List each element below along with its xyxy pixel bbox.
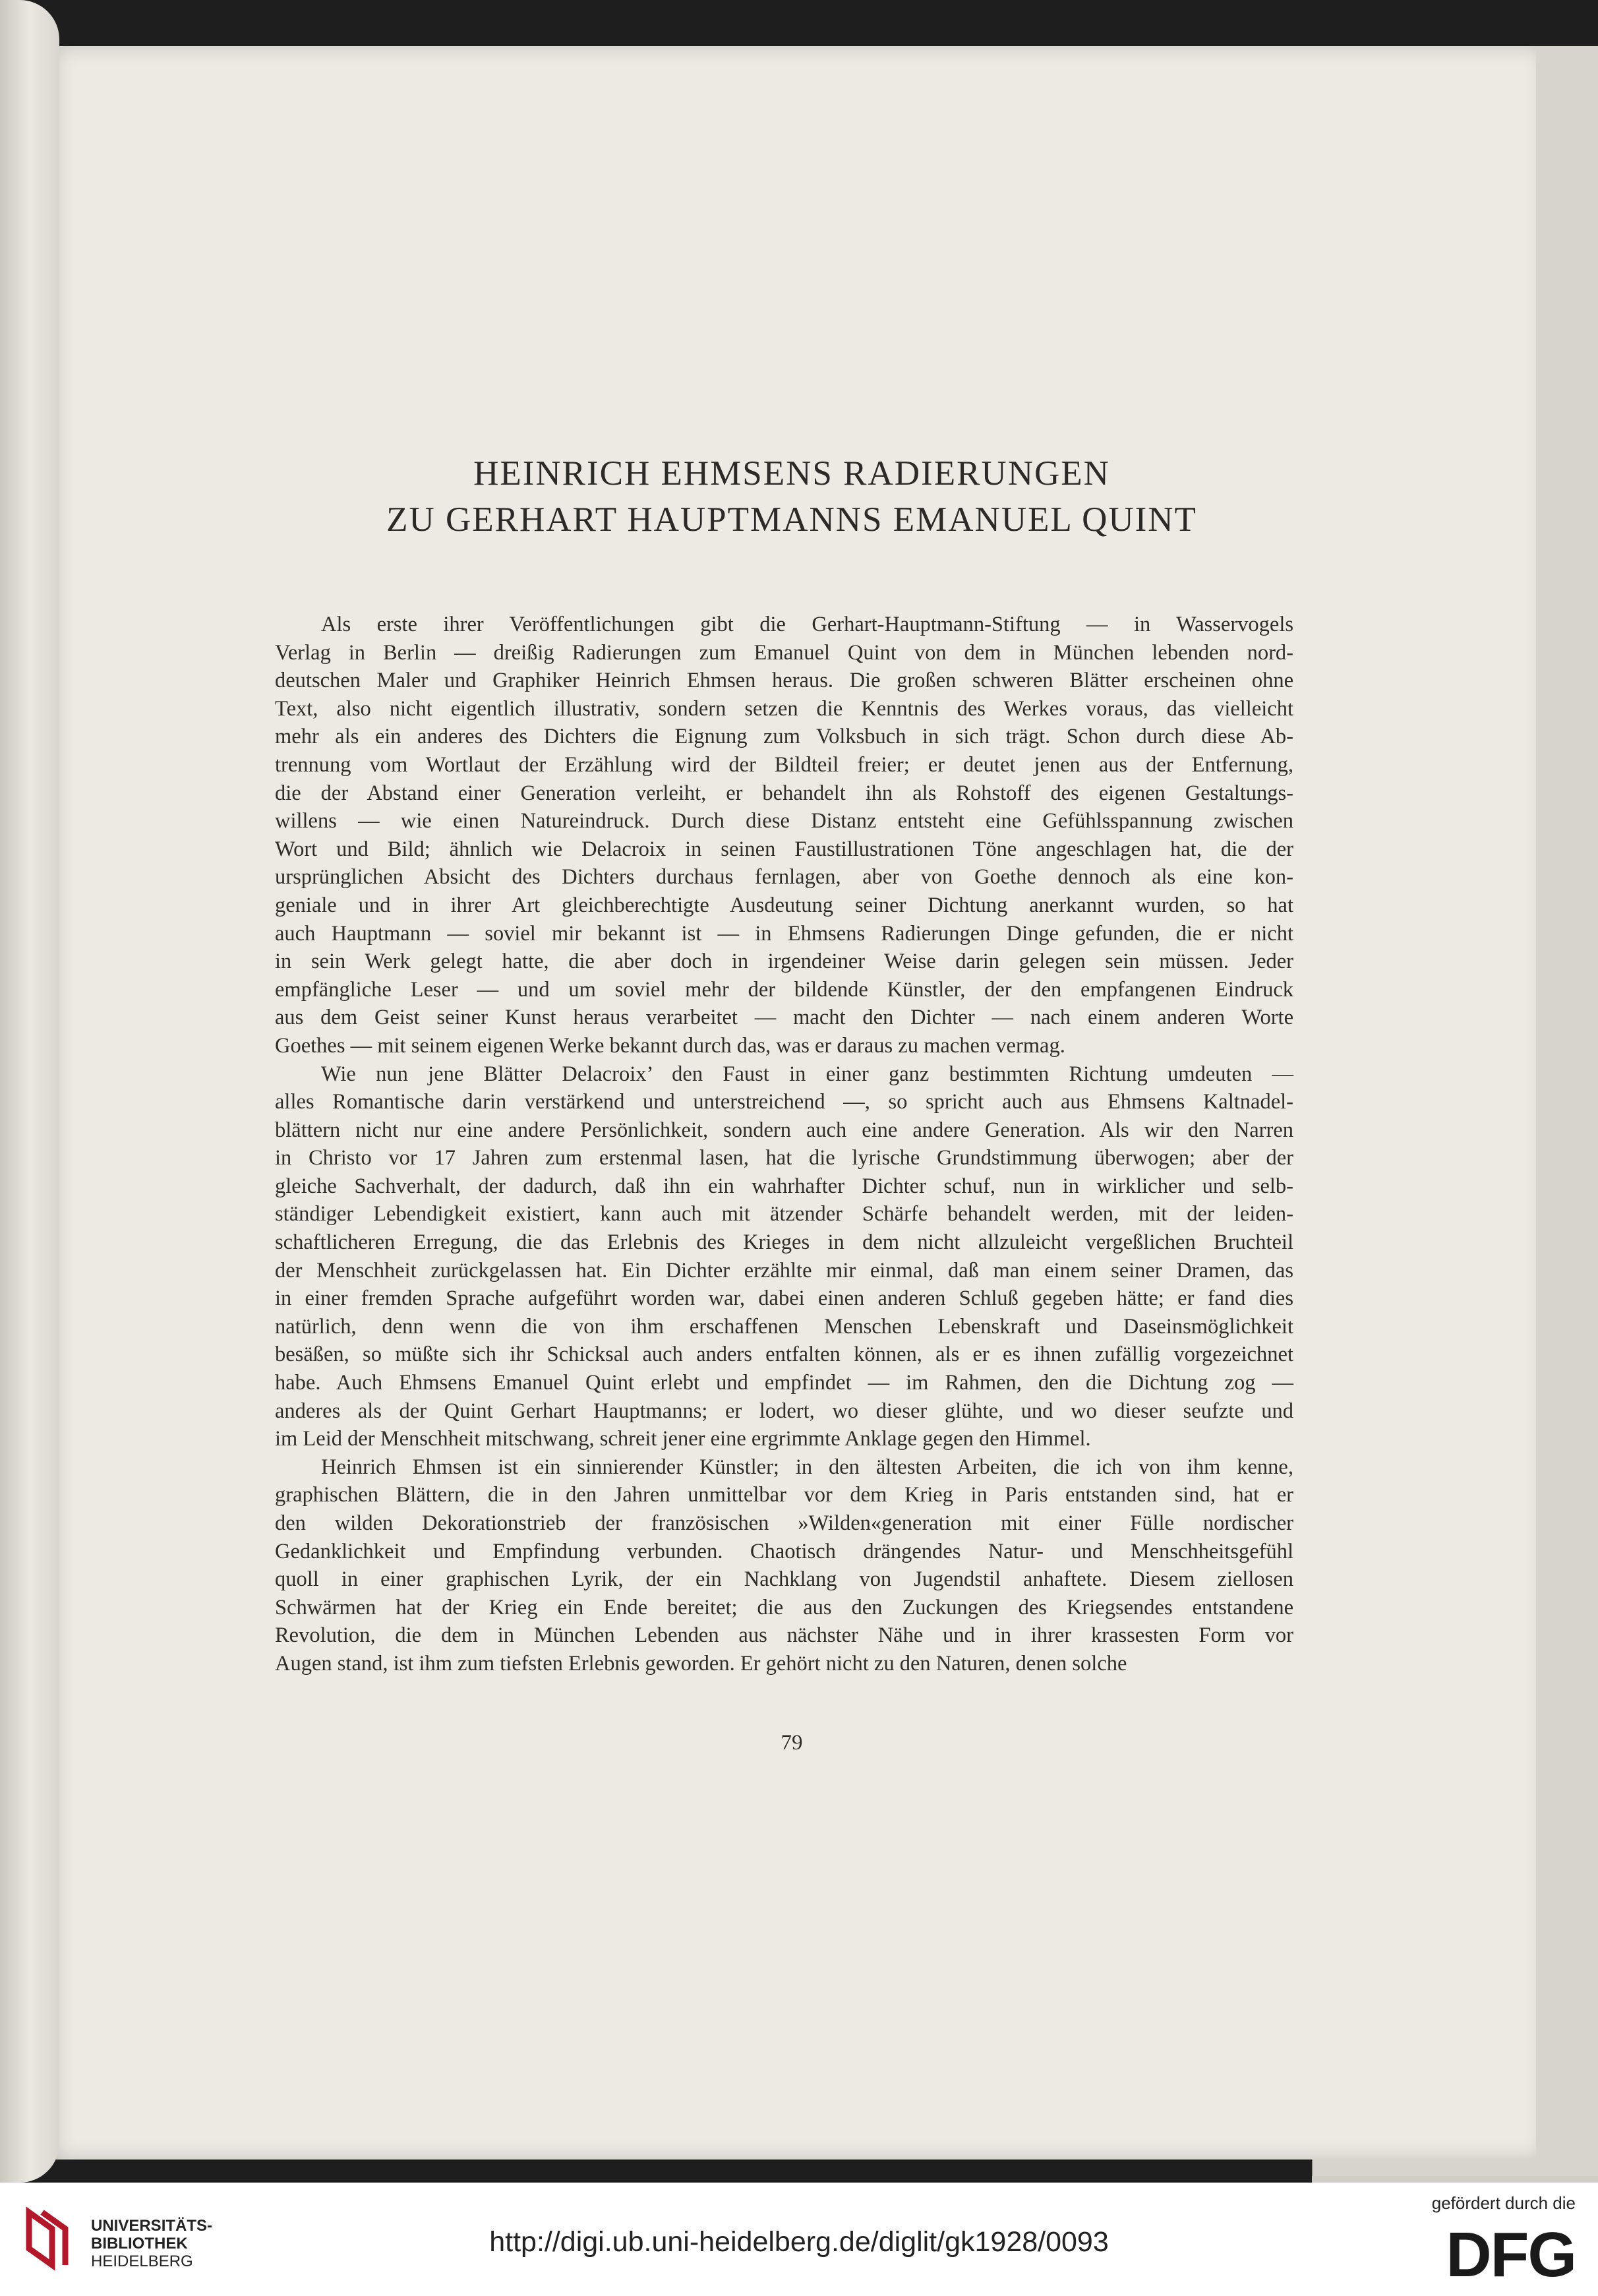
text-line: im Leid der Menschheit mitschwang, schreit jener eine ergrimmte Anklage gegen den Himmel. (275, 1427, 1091, 1451)
book-binding-edge (0, 0, 59, 2183)
page-number: 79 (781, 1731, 803, 1755)
text-line: Als erste ihrer Veröffentlichungen gibt die Gerhart-Hauptmann-Stiftung — in Wasservogels (321, 613, 1293, 636)
article-title-line-2: ZU GERHART HAUPTMANNS EMANUEL QUINT (386, 500, 1197, 539)
text-line: anderes als der Quint Gerhart Hauptmanns; er lodert, wo dieser glühte, und wo dieser seufzte und (275, 1399, 1293, 1423)
text-line: graphischen Blättern, die in den Jahren unmittelbar vor dem Krieg in Paris entstanden sind, hat er (275, 1483, 1293, 1507)
text-line: die der Abstand einer Generation verleiht, er behandelt ihn als Rohstoff des eigenen Gestaltungs- (275, 781, 1293, 805)
paragraph (275, 1453, 1293, 1678)
text-line: Augen stand, ist ihm zum tiefsten Erlebnis geworden. Er gehört nicht zu den Naturen, denen solche (275, 1651, 1127, 1676)
text-line: empfängliche Leser — und um soviel mehr der bildende Künstler, der den empfangenen Eindruck (275, 977, 1293, 1002)
text-line: natürlich, denn wenn die von ihm erschaffenen Menschen Lebenskraft und Daseinsmöglichkeit (275, 1314, 1293, 1339)
library-name-line-3: HEIDELBERG (91, 2252, 193, 2270)
text-line: in einer fremden Sprache aufgeführt worden war, dabei einen anderen Schluß gegeben hätte; er fand dies (275, 1286, 1293, 1311)
text-line: ständiger Lebendigkeit existiert, kann auch mit ätzender Schärfe behandelt werden, mit der leiden- (275, 1202, 1293, 1226)
text-line: deutschen Maler und Graphiker Heinrich Ehmsen heraus. Die großen schweren Blätter erscheinen ohne (275, 669, 1293, 693)
text-line: mehr als ein anderes des Dichters die Eignung zum Volksbuch in sich trägt. Schon durch diese Ab- (275, 725, 1293, 749)
text-line: Revolution, die dem in München Lebenden aus nächster Nähe und in ihrer krassesten Form vor (275, 1623, 1293, 1648)
text-line: quoll in einer graphischen Lyrik, der ein Nachklang von Jugendstil anhaftete. Diesem ziellosen (275, 1567, 1293, 1592)
permalink-url[interactable]: http://digi.ub.uni-heidelberg.de/diglit/gk1928/0093 (489, 2226, 1109, 2258)
text-line: Schwärmen hat der Krieg ein Ende bereitet; die aus den Zuckungen des Kriegsendes entstandene (275, 1595, 1293, 1619)
text-line: in sein Werk gelegt hatte, die aber doch in irgendeiner Weise darin gelegen sein müssen. Jeder (275, 950, 1293, 974)
viewer-footer (0, 2183, 1598, 2296)
text-line: besäßen, so müßte sich ihr Schicksal auch anders entfalten können, als er es ihnen zufällig vorgezeichnet (275, 1343, 1293, 1367)
text-line: Verlag in Berlin — dreißig Radierungen zum Emanuel Quint von dem in München lebenden nord- (275, 640, 1293, 665)
article-title-line-1: HEINRICH EHMSENS RADIERUNGEN (473, 454, 1110, 493)
text-line: ursprünglichen Absicht des Dichters durchaus fernlagen, aber von Goethe dennoch als eine kon- (275, 865, 1293, 890)
text-line: der Menschheit zurückgelassen hat. Ein Dichter erzählte mir einmal, daß man einem seiner Dramen, das (275, 1258, 1293, 1283)
library-name-line-2: BIBLIOTHEK (91, 2235, 188, 2252)
text-line: aus dem Geist seiner Kunst heraus verarbeitet — macht den Dichter — nach einem anderen Worte (275, 1006, 1293, 1030)
text-line: willens — wie einen Natureindruck. Durch diese Distanz entsteht eine Gefühlsspannung zwischen (275, 809, 1293, 833)
text-line: Text, also nicht eigentlich illustrativ, sondern setzen die Kenntnis des Werkes voraus, das vielleicht (275, 696, 1293, 721)
text-line: Wie nun jene Blätter Delacroix’ den Faust in einer ganz bestimmten Richtung umdeuten — (321, 1062, 1293, 1086)
text-line: schaftlicheren Erregung, die das Erlebnis des Krieges in dem nicht allzuleicht vergeßlichen Bruchteil (275, 1230, 1293, 1255)
paragraph (275, 1060, 1293, 1453)
library-name-line-1: UNIVERSITÄTS- (91, 2217, 213, 2235)
text-line: gleiche Sachverhalt, der dadurch, daß ihn ein wahrhafter Dichter schuf, nun in wirklicher und selb- (275, 1174, 1293, 1198)
dfg-logo: DFG (1446, 2220, 1576, 2290)
text-line: habe. Auch Ehmsens Emanuel Quint erlebt und empfindet — im Rahmen, den die Dichtung zog — (275, 1371, 1293, 1395)
text-line: trennung vom Wortlaut der Erzählung wird der Bildteil freier; er deutet jenen aus der Entfernung, (275, 752, 1293, 777)
text-line: Heinrich Ehmsen ist ein sinnierender Künstler; in den ältesten Arbeiten, die ich von ihm kenne, (321, 1455, 1293, 1479)
text-line: alles Romantische darin verstärkend und unterstreichend —, so spricht auch aus Ehmsens Kaltnadel- (275, 1090, 1293, 1114)
book-page (47, 46, 1536, 2160)
paragraph (275, 611, 1293, 1060)
funded-by-label: gefördert durch die (1431, 2193, 1576, 2213)
text-line: Goethes — mit seinem eigenen Werke bekannt durch das, was er daraus zu machen vermag. (275, 1033, 1065, 1058)
text-line: Wort und Bild; ähnlich wie Delacroix in seinen Faustillustrationen Töne angeschlagen hat, die der (275, 837, 1293, 861)
text-line: in Christo vor 17 Jahren zum erstenmal lasen, hat die lyrische Grundstimmung überwogen; aber der (275, 1146, 1293, 1170)
text-line: blättern nicht nur eine andere Persönlichkeit, sondern auch eine andere Generation. Als wir den Narren (275, 1118, 1293, 1142)
text-line: den wilden Dekorationstrieb der französischen »Wilden«generation mit einer Fülle nordischer (275, 1511, 1293, 1535)
article-body (275, 611, 1293, 1678)
text-line: auch Hauptmann — soviel mir bekannt ist — in Ehmsens Radierungen Dinge gefunden, die er nicht (275, 921, 1293, 946)
text-line: Gedanklichkeit und Empfindung verbunden. Chaotisch drängendes Natur- und Menschheitsgefühl (275, 1539, 1293, 1563)
text-line: geniale und in ihrer Art gleichberechtigte Ausdeutung seiner Dichtung anerkannt wurden, so hat (275, 893, 1293, 917)
